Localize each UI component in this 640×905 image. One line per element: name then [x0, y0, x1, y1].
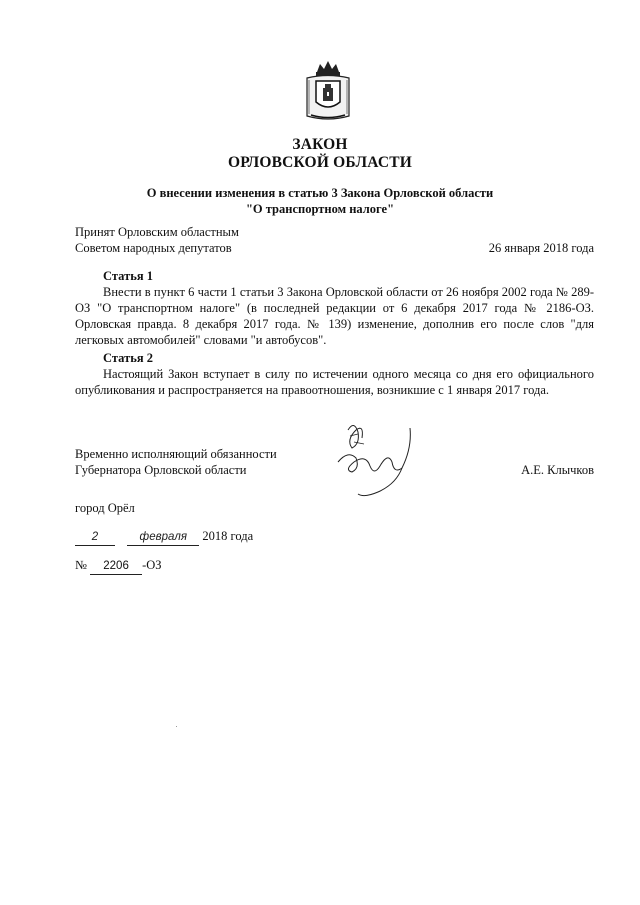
article-2-text: Настоящий Закон вступает в силу по истечении одного месяца со дня его официального опубликования и распространяется на правоотношения, возникшие с 1 января 2017 года. [75, 367, 594, 397]
law-number-value: 2206 [90, 558, 142, 575]
subtitle-line-2: "О транспортном налоге" [245, 202, 395, 216]
signing-month: февраля [127, 529, 199, 546]
law-subtitle [0, 185, 640, 217]
law-region: ОРЛОВСКОЙ ОБЛАСТИ [227, 154, 413, 171]
adoption-date: 26 января 2018 года [488, 241, 594, 255]
law-title: ЗАКОН [292, 136, 348, 153]
law-number-suffix: -ОЗ [142, 558, 162, 572]
article-2 [75, 350, 594, 398]
law-number-prefix: № [75, 558, 87, 572]
orel-region-coat-of-arms-icon [303, 58, 353, 122]
subtitle-line-1: О внесении изменения в статью 3 Закона Орловской области [146, 186, 494, 200]
signing-day: 2 [75, 529, 115, 546]
signing-place: город Орёл [75, 501, 135, 515]
handwritten-signature [318, 418, 426, 500]
signatory-name: А.Е. Клычков [521, 463, 594, 477]
article-1 [75, 268, 594, 348]
scan-speck [176, 726, 177, 727]
signatory-position [75, 446, 277, 478]
signing-date [75, 528, 253, 546]
signatory-position-line-1: Временно исполняющий обязанности [75, 447, 277, 461]
adoption-line-1: Принят Орловским областным [75, 225, 239, 239]
article-1-heading: Статья 1 [103, 269, 153, 283]
law-number [75, 557, 162, 575]
signatory-position-line-2: Губернатора Орловской области [75, 463, 247, 477]
adoption-line-2: Советом народных депутатов [75, 241, 232, 255]
signing-year: 2018 года [202, 529, 254, 543]
adoption-statement [75, 224, 239, 256]
article-2-heading: Статья 2 [103, 351, 153, 365]
article-1-text: Внести в пункт 6 части 1 статьи 3 Закона Орловской области от 26 ноября 2002 года № 289-ОЗ "О транспортном налоге" (в последней редакции от 6 декабря 2017 года № 2186-ОЗ. Орловская правда. 8 декабря 2017 года. № 139) изменение, дополнив его после слов "для легковых автомобилей" словами "и автобусов". [75, 285, 594, 347]
